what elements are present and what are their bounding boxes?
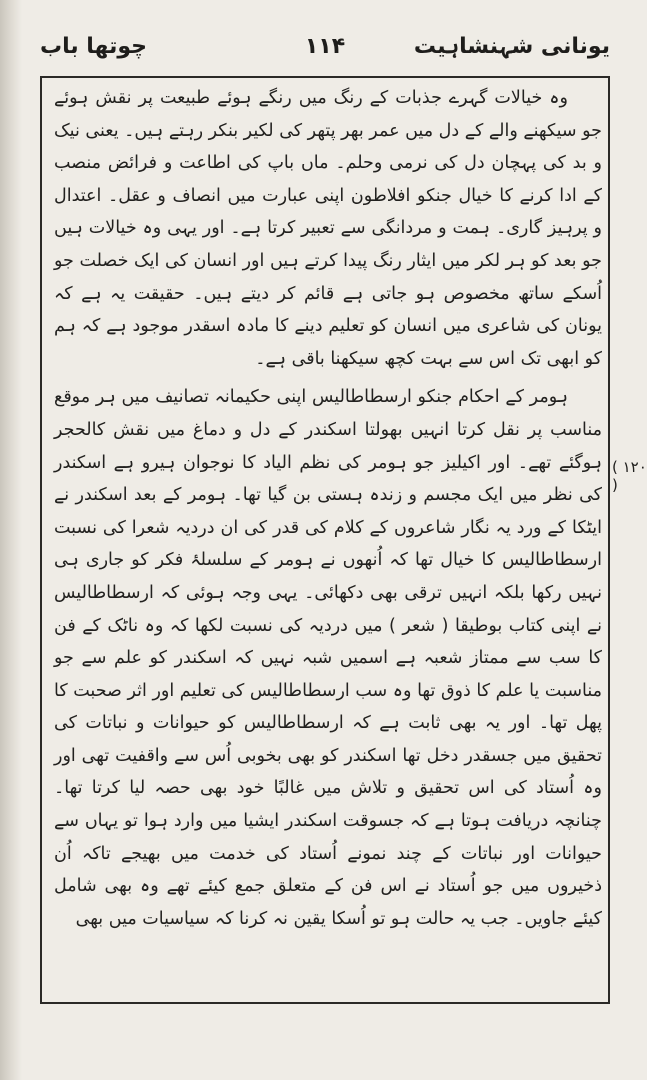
body-text [54, 82, 602, 935]
chapter-title: چوتھا باب [40, 34, 147, 59]
marginal-note: ( ۱۲۰ ) [612, 458, 647, 494]
running-header [40, 34, 610, 74]
paragraph: وہ خیالات گہرے جذبات کے رنگ میں رنگے ہوئے طبیعت پر نقش ہوئے جو سیکھنے والے کے دل میں عمر بھر پتھر کی لکیر بنکر رہتے ہیں۔ یعنی نیک و بد کی پہچان دل کی نرمی وحلم۔ ماں باپ کی اطاعت و فرائض منصب کے ادا کرنے کا خیال جنکو افلاطون اپنی عبارت میں انصاف و عقل۔ اعتدال و پرہیز گاری۔ ہمت و مردانگی سے تعبیر کرتا ہے۔ اور یہی وہ خیالات ہیں جو بعد کو ہر لکر میں ایثار رنگ پیدا کرتے ہیں اور انسان کی ایک خصلت جو اُسکے ساتھ مخصوص ہو جاتی ہے قائم کر دیتے ہیں۔ حقیقت یہ ہے کہ یونان کی شاعری میں انسان کو تعلیم دینے کا مادہ اسقدر موجود ہے کہ ہم کو ابھی تک اس سے بہت کچھ سیکھنا باقی ہے۔ [54, 88, 602, 369]
paragraph: ہومر کے احکام جنکو ارسطاطالیس اپنی حکیمانہ تصانیف میں ہر موقع مناسب پر نقل کرتا انہیں بھولتا اسکندر کے دل و دماغ میں نقش کالحجر ہوگئے تھے۔ اور اکیلیز جو ہومر کی نظم الیاد کا نوجوان ہیرو ہے اسکندر کی نظر میں ایک مجسم و زندہ ہستی بن گیا تھا۔ ہومر کے بعد اسکندر نے ایٹکا کے ورد یہ نگار شاعروں کے کلام کی قدر کی ان دردیہ شعرا کی نسبت ارسطاطالیس کا خیال تھا کہ اُنھوں نے ہومر کے سلسلۂ فکر کو جاری ہی نہیں رکھا بلکہ انہیں ترقی بھی دکھائی۔ یہی وجہ ہوئی کہ ارسطاطالیس نے اپنی کتاب بوطیقا ( شعر ) میں دردیہ کی نسبت لکھا کہ وہ ناٹک کے فن کا سب سے ممتاز شعبہ ہے اسمیں شبہ نہیں کہ اسکندر کو علم سے جو مناسبت یا علم کا ذوق تھا وہ سب ارسطاطالیس کی تعلیم اور اثر صحبت کا پھل تھا۔ اور یہ بھی ثابت ہے کہ ارسطاطالیس کو حیوانات و نباتات کی تحقیق میں جسقدر دخل تھا اسکندر کو بھی بخوبی اُس سے واقفیت تھی اور وہ اُستاد کی اس تحقیق و تلاش میں غالبًا خود بھی حصہ لیا کرتا تھا۔ چنانچہ دریافت ہوتا ہے کہ جسوقت اسکندر ایشیا میں وارد ہوا تو یہاں سے حیوانات اور نباتات کے چند نمونے اُستاد کی خدمت میں بھیجے تاکہ اُن ذخیروں میں جو اُستاد نے اس فن کے متعلق جمع کیئے تھے وہ بھی شامل کیئے جاویں۔ جب یہ حالت ہو تو اُسکا یقین نہ کرنا کہ سیاسیات میں بھی [54, 387, 602, 929]
book-title: یونانی شہنشاہیت [413, 34, 610, 59]
page-number: ۱۱۴ [304, 34, 346, 59]
page-spine-shadow [0, 0, 22, 1080]
